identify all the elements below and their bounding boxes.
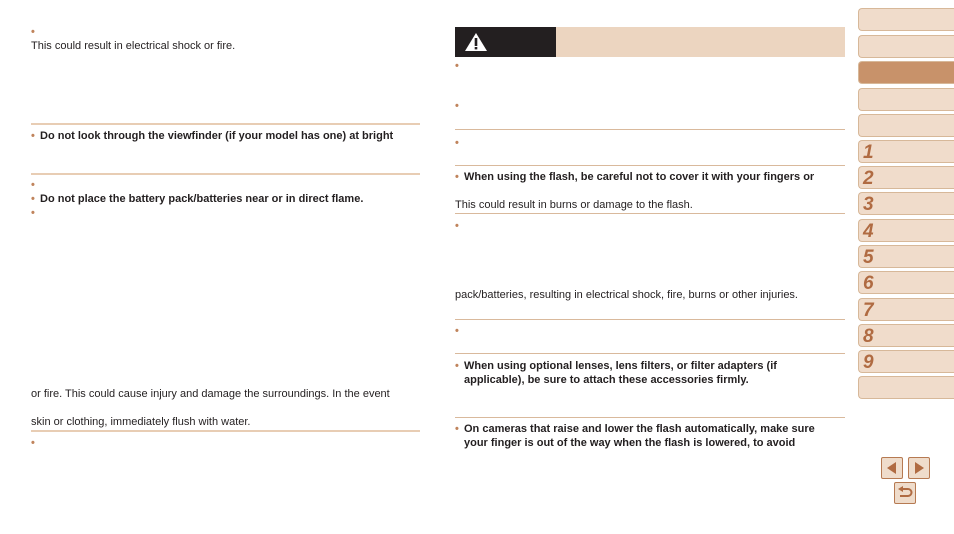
bullet: • <box>31 26 35 38</box>
tab-cover[interactable] <box>858 8 954 31</box>
prev-page-button[interactable] <box>881 457 903 479</box>
chapter-number: 8 <box>863 326 874 347</box>
caution-item-bold: On cameras that raise and lower the flash automatically, make sure <box>464 423 815 435</box>
tab-chapter-2[interactable] <box>858 166 954 189</box>
tab-chapter-1[interactable] <box>858 140 954 163</box>
caution-item-bold: When using optional lenses, lens filters, or filter adapters (if <box>464 360 777 372</box>
section-divider <box>455 129 845 130</box>
next-page-icon <box>909 458 929 478</box>
chapter-number: 2 <box>863 168 874 189</box>
section-divider <box>31 430 420 432</box>
tab-chapter-8[interactable] <box>858 324 954 347</box>
body-text: or fire. This could cause injury and damage the surroundings. In the event <box>31 388 390 400</box>
tab-basic-guide[interactable] <box>858 88 954 111</box>
warning-item-bold: Do not place the battery pack/batteries near or in direct flame. <box>40 193 364 205</box>
chapter-number: 6 <box>863 273 874 294</box>
tab-chapter-9[interactable] <box>858 350 954 373</box>
bullet: • <box>31 193 35 205</box>
bullet: • <box>455 360 459 372</box>
tab-chapter-5[interactable] <box>858 245 954 268</box>
bullet: • <box>31 179 35 191</box>
caution-item-bold: applicable), be sure to attach these accessories firmly. <box>464 374 749 386</box>
return-icon <box>895 483 915 503</box>
body-text: skin or clothing, immediately flush with water. <box>31 416 251 428</box>
body-text: This could result in electrical shock or fire. <box>31 40 236 52</box>
chapter-number: 3 <box>863 194 874 215</box>
section-divider <box>455 213 845 214</box>
section-divider <box>31 123 420 125</box>
chapter-number: 1 <box>863 142 874 163</box>
tab-chapter-6[interactable] <box>858 271 954 294</box>
bullet: • <box>455 100 459 112</box>
section-divider <box>31 173 420 175</box>
tab-advanced-guide[interactable] <box>858 114 954 137</box>
tab-before-use[interactable] <box>858 35 954 58</box>
body-text: pack/batteries, resulting in electrical shock, fire, burns or other injuries. <box>455 289 798 301</box>
bullet: • <box>31 130 35 142</box>
chapter-number: 9 <box>863 352 874 373</box>
bullet: • <box>455 325 459 337</box>
tab-current-section[interactable] <box>858 61 954 84</box>
bullet: • <box>455 60 459 72</box>
prev-page-icon <box>882 458 902 478</box>
chapter-number: 5 <box>863 247 874 268</box>
caution-label-box <box>455 27 556 57</box>
caution-triangle-icon <box>464 32 488 52</box>
bullet: • <box>455 220 459 232</box>
tab-appendix[interactable] <box>858 376 954 399</box>
bullet: • <box>31 207 35 219</box>
tab-chapter-3[interactable] <box>858 192 954 215</box>
tab-chapter-4[interactable] <box>858 219 954 242</box>
warning-item-bold: Do not look through the viewfinder (if your model has one) at bright <box>40 130 394 142</box>
bullet: • <box>455 171 459 183</box>
section-divider <box>455 353 845 354</box>
bullet: • <box>31 437 35 449</box>
chapter-number: 7 <box>863 300 874 321</box>
bullet: • <box>455 137 459 149</box>
section-divider <box>455 319 845 320</box>
caution-item-bold: your finger is out of the way when the flash is lowered, to avoid <box>464 437 796 449</box>
return-button[interactable] <box>894 482 916 504</box>
section-divider <box>455 417 845 418</box>
tab-chapter-7[interactable] <box>858 298 954 321</box>
section-divider <box>455 165 845 166</box>
bullet: • <box>455 423 459 435</box>
body-text: This could result in burns or damage to the flash. <box>455 199 693 211</box>
next-page-button[interactable] <box>908 457 930 479</box>
caution-item-bold: When using the flash, be careful not to cover it with your fingers or <box>464 171 815 183</box>
chapter-number: 4 <box>863 221 874 242</box>
